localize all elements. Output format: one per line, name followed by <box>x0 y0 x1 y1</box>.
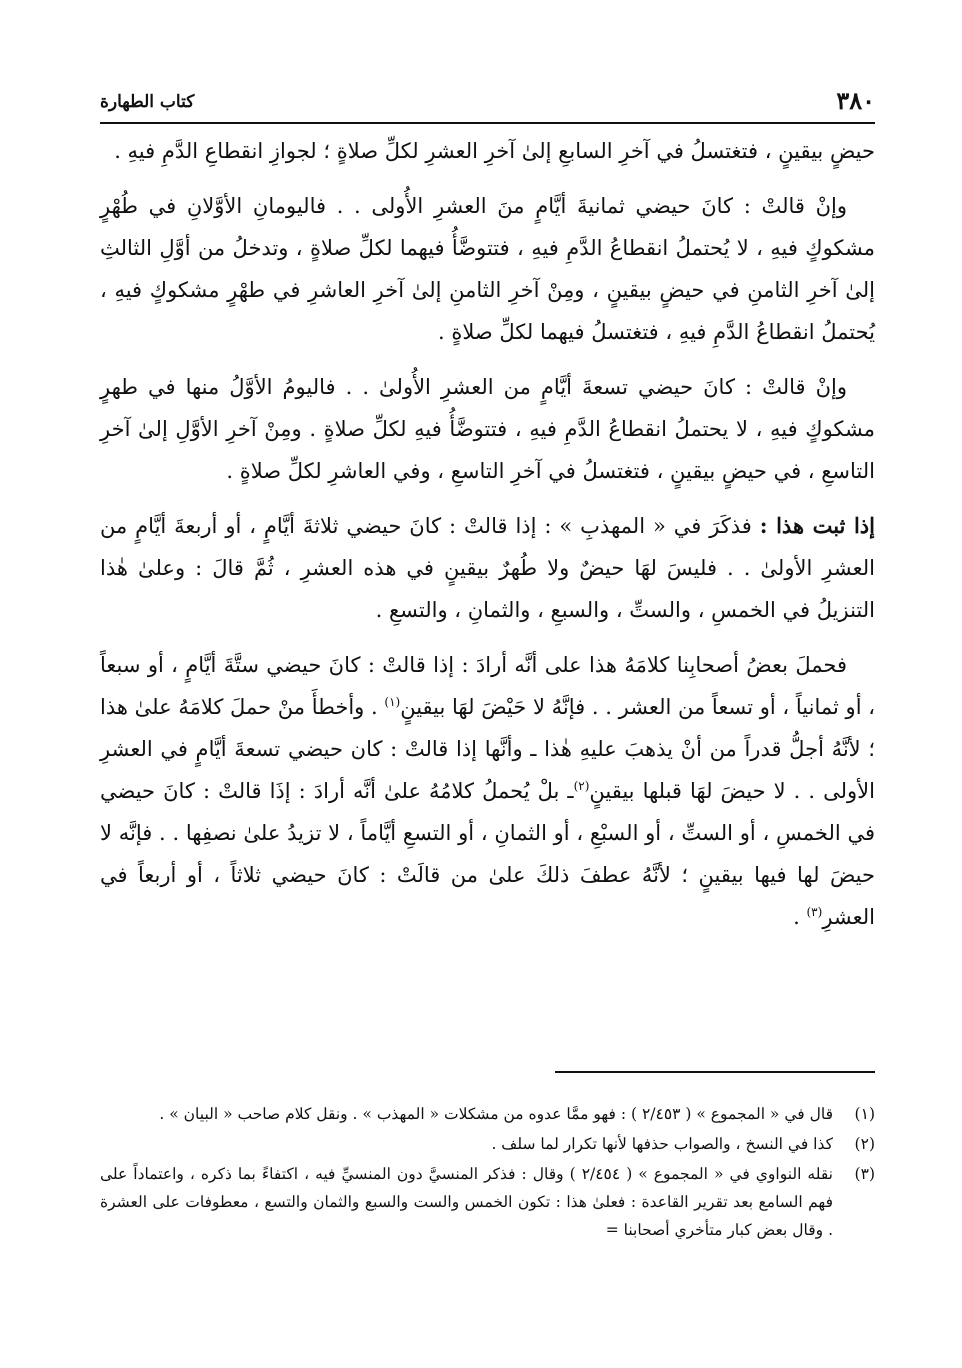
footnotes <box>100 1100 875 1246</box>
paragraph-continuation: حيضٍ بيقينٍ ، فتغتسلُ في آخرِ السابعِ إلىٰ آخرِ العشرِ لكلِّ صلاةٍ ؛ لجوازِ انقطاعِ الدَّمِ فيهِ . <box>114 139 875 163</box>
text-part-2: . وأخطأَ منْ حملَ كلامَهُ علىٰ هذا ؛ لأنَّهُ أجلُّ قدراً من أنْ يذهبَ عليهِ هٰذا ـ وأنَّها إذا قالتْ : كان حيضي تسعةَ أيَّامٍ في العشرِ الأولى . . لا حيضَ لهَا قبلها بيقينٍ <box>100 695 875 803</box>
footnote-ref-3[interactable]: (٣) <box>806 905 823 919</box>
footnote-text: نقله النواوي في « المجموع » ( ٢/٤٥٤ ) وقال : فذكر المنسيَّ دون المنسيِّ فيه ، اكتفاءً بما ذكره ، واعتماداً على فهم السامع بعد تقرير القاعدة : فعلىٰ هذا : تكون الخمس والست والسبع والثمان والتسع ، معطوفات على العشرة . وقال بعض كبار متأخري أصحابنا = <box>100 1165 833 1239</box>
paragraph-eight-days: وإنْ قالتْ : كانَ حيضي ثمانيةَ أيَّامٍ منَ العشرِ الأُولى . . فاليومانِ الأوَّلانِ في طُهْرٍ مشكوكٍ فيهِ ، لا يُحتملُ انقطاعُ الدَّمِ فيهِ ، فتتوضَّأُ فيهما لكلِّ صلاةٍ ، وتدخلُ من أوَّلِ الثالثِ إلىٰ آخرِ الثامنِ في حيضٍ بيقينٍ ، ومِنْ آخرِ الثامنِ إلىٰ آخرِ العاشرِ في طهْرٍ مشكوكٍ فيهِ ، يُحتملُ انقطاعُ الدَّمِ فيهِ ، فتغتسلُ فيهما لكلِّ صلاةٍ . <box>100 194 875 344</box>
paragraph-interpretation <box>100 644 875 938</box>
footnote-number: (١) <box>854 1105 875 1123</box>
page-header <box>100 84 875 124</box>
running-title: كتاب الطهارة <box>100 92 195 112</box>
footnote-3 <box>100 1160 875 1244</box>
footnote-2 <box>100 1130 875 1158</box>
footnote-number: (٣) <box>854 1165 875 1183</box>
main-text <box>100 130 875 951</box>
text-part-1: فحملَ بعضُ أصحابِنا كلامَهُ هذا على أنَّه أرادَ : إذا قالتْ : كانَ حيضي ستَّةَ أيَّامٍ ، أو سبعاً ، أو ثمانياً ، أو تسعاً من العشر . . فإنَّهُ لا حَيْضَ لهَا بيقينٍ <box>100 653 876 719</box>
footnote-ref-2[interactable]: (٢) <box>573 779 590 793</box>
footnote-text: كذا في النسخ ، والصواب حذفها لأنها تكرار لما سلف . <box>491 1135 833 1153</box>
footnote-divider <box>555 1071 875 1073</box>
footnote-number: (٢) <box>854 1135 875 1153</box>
text-part-4: . <box>793 905 807 929</box>
section-lead: إذا ثبت هذا : <box>759 513 875 538</box>
text-part-3: ـ بلْ يُحملُ كلامُهُ علىٰ أنَّه أرادَ : إذَا قالتْ : كانَ حيضي في الخمسِ ، أو الستِّ ، أو السبْعِ ، أو الثمانِ ، أو التسعِ أيَّاماً ، لا تزيدُ علىٰ نصفِها . . فإنَّه لا حيضَ لها فيها بيقينٍ ؛ لأنَّهُ عطفَ ذلكَ علىٰ من قالَتْ : كانَ حيضي ثلاثاً ، أو أربعاً في العشرِ <box>100 779 875 929</box>
page-number: ٣٨٠ <box>836 86 875 115</box>
footnote-ref-1[interactable]: (١) <box>384 695 401 709</box>
footnote-text: قال في « المجموع » ( ٢/٤٥٣ ) : فهو ممَّا عدوه من مشكلات « المهذب » . ونقل كلام صاحب « البيان » . <box>159 1105 833 1123</box>
section-text: فذكَرَ في « المهذبِ » : إذا قالتْ : كانَ حيضي ثلاثةَ أيَّامٍ ، أو أربعةَ أيَّامٍ من العشرِ الأولىٰ . . فليسَ لهَا حيضٌ ولا طُهرٌ بيقينٍ في هذه العشرِ ، ثُمَّ قالَ : وعلىٰ هٰذا التنزيلُ في الخمسِ ، والستِّ ، والسبعِ ، والثمانِ ، والتسعِ . <box>100 514 875 622</box>
paragraph-nine-days: وإنْ قالتْ : كانَ حيضي تسعةَ أيَّامٍ من العشرِ الأُولىٰ . . فاليومُ الأوَّلُ منها في طهرٍ مشكوكٍ فيهِ ، لا يحتملُ انقطاعُ الدَّمِ فيهِ ، فتتوضَّأُ فيهِ لكلِّ صلاةٍ . ومِنْ آخرِ الأوَّلِ إلىٰ آخرِ التاسعِ ، في حيضٍ بيقينٍ ، فتغتسلُ في آخرِ التاسعِ ، وفي العاشرِ لكلِّ صلاةٍ . <box>100 375 875 483</box>
paragraph-section <box>100 505 875 631</box>
footnote-1 <box>100 1100 875 1128</box>
